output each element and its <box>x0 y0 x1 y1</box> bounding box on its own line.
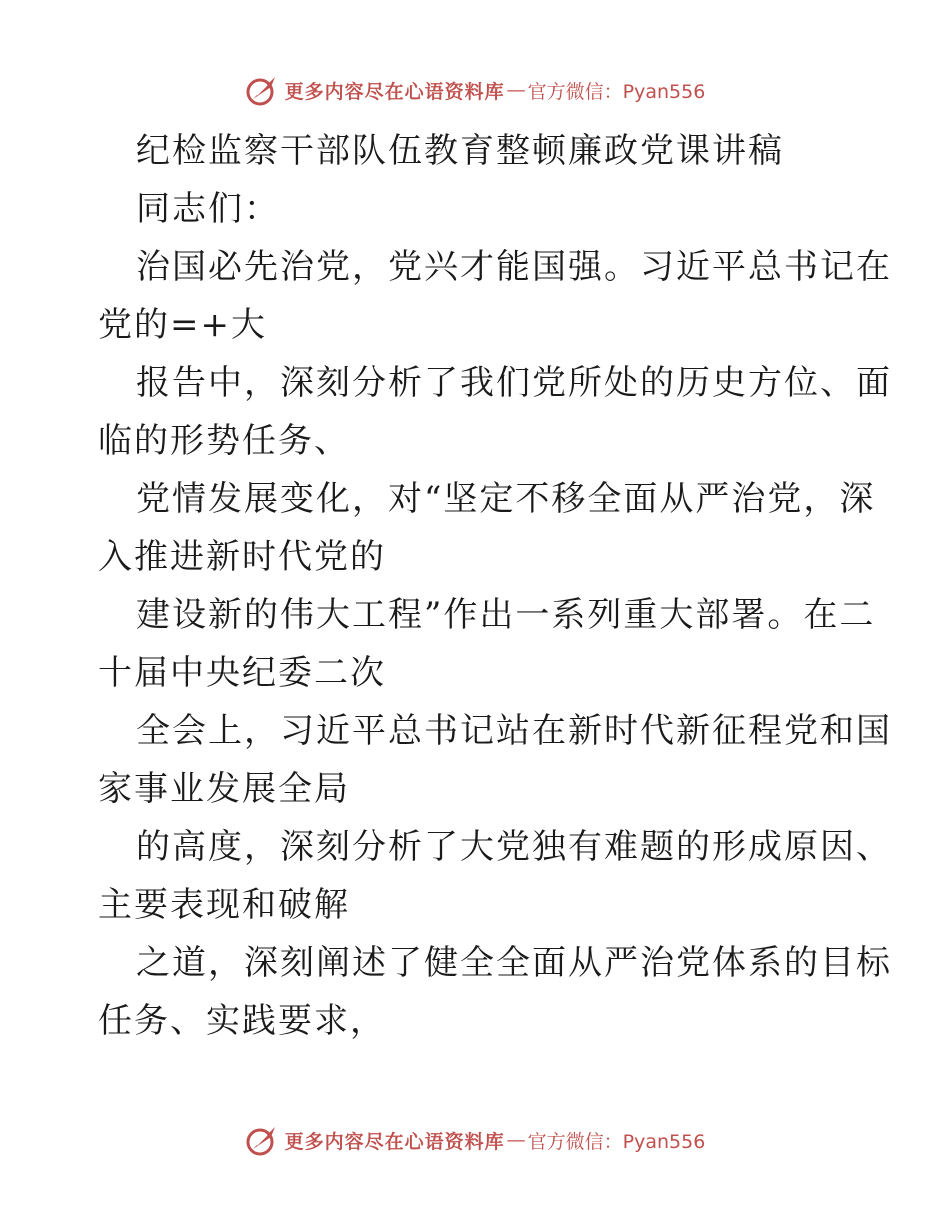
header-banner <box>0 70 950 110</box>
document-title: 纪检监察干部队伍教育整顿廉政党课讲稿 <box>136 131 784 171</box>
body-line: 党情发展变化，对“坚定不移全面从严治党，深 <box>136 479 876 519</box>
body-line: 临的形势任务、 <box>98 421 350 461</box>
banner-brand-text: 更多内容尽在心语资料库 <box>284 1130 505 1153</box>
feather-quill-icon <box>245 1123 279 1157</box>
feather-quill-icon <box>245 73 279 107</box>
footer-banner <box>0 1120 950 1160</box>
body-line: 报告中，深刻分析了我们党所处的历史方位、面 <box>136 363 892 403</box>
body-line: 治国必先治党，党兴才能国强。习近平总书记在 <box>136 247 892 287</box>
body-line: 十届中央纪委二次 <box>98 653 386 693</box>
body-line: 党的=+大 <box>98 305 267 345</box>
body-line: 主要表现和破解 <box>98 885 350 925</box>
body-line: 全会上，习近平总书记站在新时代新征程党和国 <box>136 711 892 751</box>
document-body <box>98 122 892 1050</box>
salutation: 同志们： <box>136 189 280 229</box>
body-line: 入推进新时代党的 <box>98 537 386 577</box>
banner-wechat-text: 官方微信：Pyan556 <box>527 80 706 103</box>
banner-wechat-text: 官方微信：Pyan556 <box>527 1130 706 1153</box>
banner-brand-text: 更多内容尽在心语资料库 <box>284 80 505 103</box>
body-line: 家事业发展全局 <box>98 769 350 809</box>
body-line: 之道，深刻阐述了健全全面从严治党体系的目标 <box>136 943 892 983</box>
banner-dash: — <box>506 1129 526 1151</box>
body-line: 任务、实践要求， <box>98 1001 386 1041</box>
body-line: 建设新的伟大工程”作出一系列重大部署。在二 <box>136 595 876 635</box>
banner-dash: — <box>506 79 526 101</box>
body-line: 的高度，深刻分析了大党独有难题的形成原因、 <box>136 827 892 867</box>
